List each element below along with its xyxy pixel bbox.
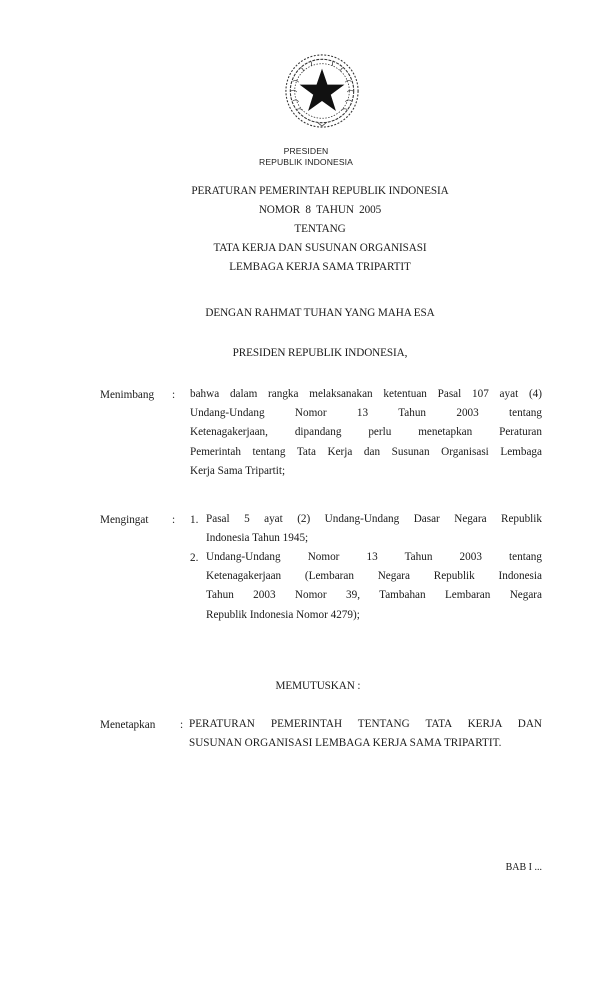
item-line: Tahun 2003 Nomor 39, Tambahan Lembaran Negara <box>206 589 542 602</box>
item-number: 1. <box>190 514 199 526</box>
item-line: Indonesia Tahun 1945; <box>206 532 309 545</box>
item-line: Pasal 5 ayat (2) Undang-Undang Dasar Negara Republik <box>206 513 542 525</box>
menimbang-line: Kerja Sama Tripartit; <box>190 464 286 477</box>
title-line-5: LEMBAGA KERJA SAMA TRIPARTIT <box>229 261 411 273</box>
menetapkan-body <box>189 715 542 753</box>
mengingat-colon: : <box>172 514 176 526</box>
issuer: PRESIDEN REPUBLIK INDONESIA, <box>232 347 408 359</box>
item-line: Ketenagakerjaan (Lembaran Negara Republik Indonesia <box>206 570 542 583</box>
star-icon <box>300 69 345 111</box>
decision-heading: MEMUTUSKAN : <box>275 680 361 692</box>
title-line-1: PERATURAN PEMERINTAH REPUBLIK INDONESIA <box>191 185 449 197</box>
item-line: Undang-Undang Nomor 13 Tahun 2003 tentang <box>206 551 542 563</box>
menimbang-label: Menimbang <box>100 389 155 401</box>
invocation: DENGAN RAHMAT TUHAN YANG MAHA ESA <box>205 307 435 319</box>
presidential-emblem-icon <box>283 52 361 130</box>
item-number: 2. <box>190 552 199 564</box>
item-line: Republik Indonesia Nomor 4279); <box>206 608 360 621</box>
menimbang-line: Pemerintah tentang Tata Kerja dan Susunan Organisasi Lembaga <box>190 445 542 458</box>
title-line-3: TENTANG <box>294 223 346 235</box>
page-continuation: BAB I ... <box>505 862 542 873</box>
institution-line-2: REPUBLIK INDONESIA <box>259 157 353 167</box>
institution-line-1: PRESIDEN <box>283 146 329 156</box>
menetapkan-line: SUSUNAN ORGANISASI LEMBAGA KERJA SAMA TRIPARTIT. <box>189 737 502 750</box>
regulation-title <box>0 182 612 277</box>
title-line-4: TATA KERJA DAN SUSUNAN ORGANISASI <box>213 242 427 254</box>
menimbang-colon: : <box>172 389 176 401</box>
menimbang-line: Undang-Undang Nomor 13 Tahun 2003 tentang <box>190 407 542 420</box>
menetapkan-label: Menetapkan <box>100 719 156 731</box>
mengingat-label: Mengingat <box>100 514 149 526</box>
menetapkan-colon: : <box>180 719 184 731</box>
menimbang-line: Ketenagakerjaan, dipandang perlu menetapkan Peraturan <box>190 426 542 439</box>
menimbang-line: bahwa dalam rangka melaksanakan ketentuan Pasal 107 ayat (4) <box>190 388 542 400</box>
title-line-2: NOMOR 8 TAHUN 2005 <box>258 204 382 216</box>
menimbang-body <box>190 385 542 481</box>
menetapkan-line: PERATURAN PEMERINTAH TENTANG TATA KERJA DAN <box>189 718 542 730</box>
